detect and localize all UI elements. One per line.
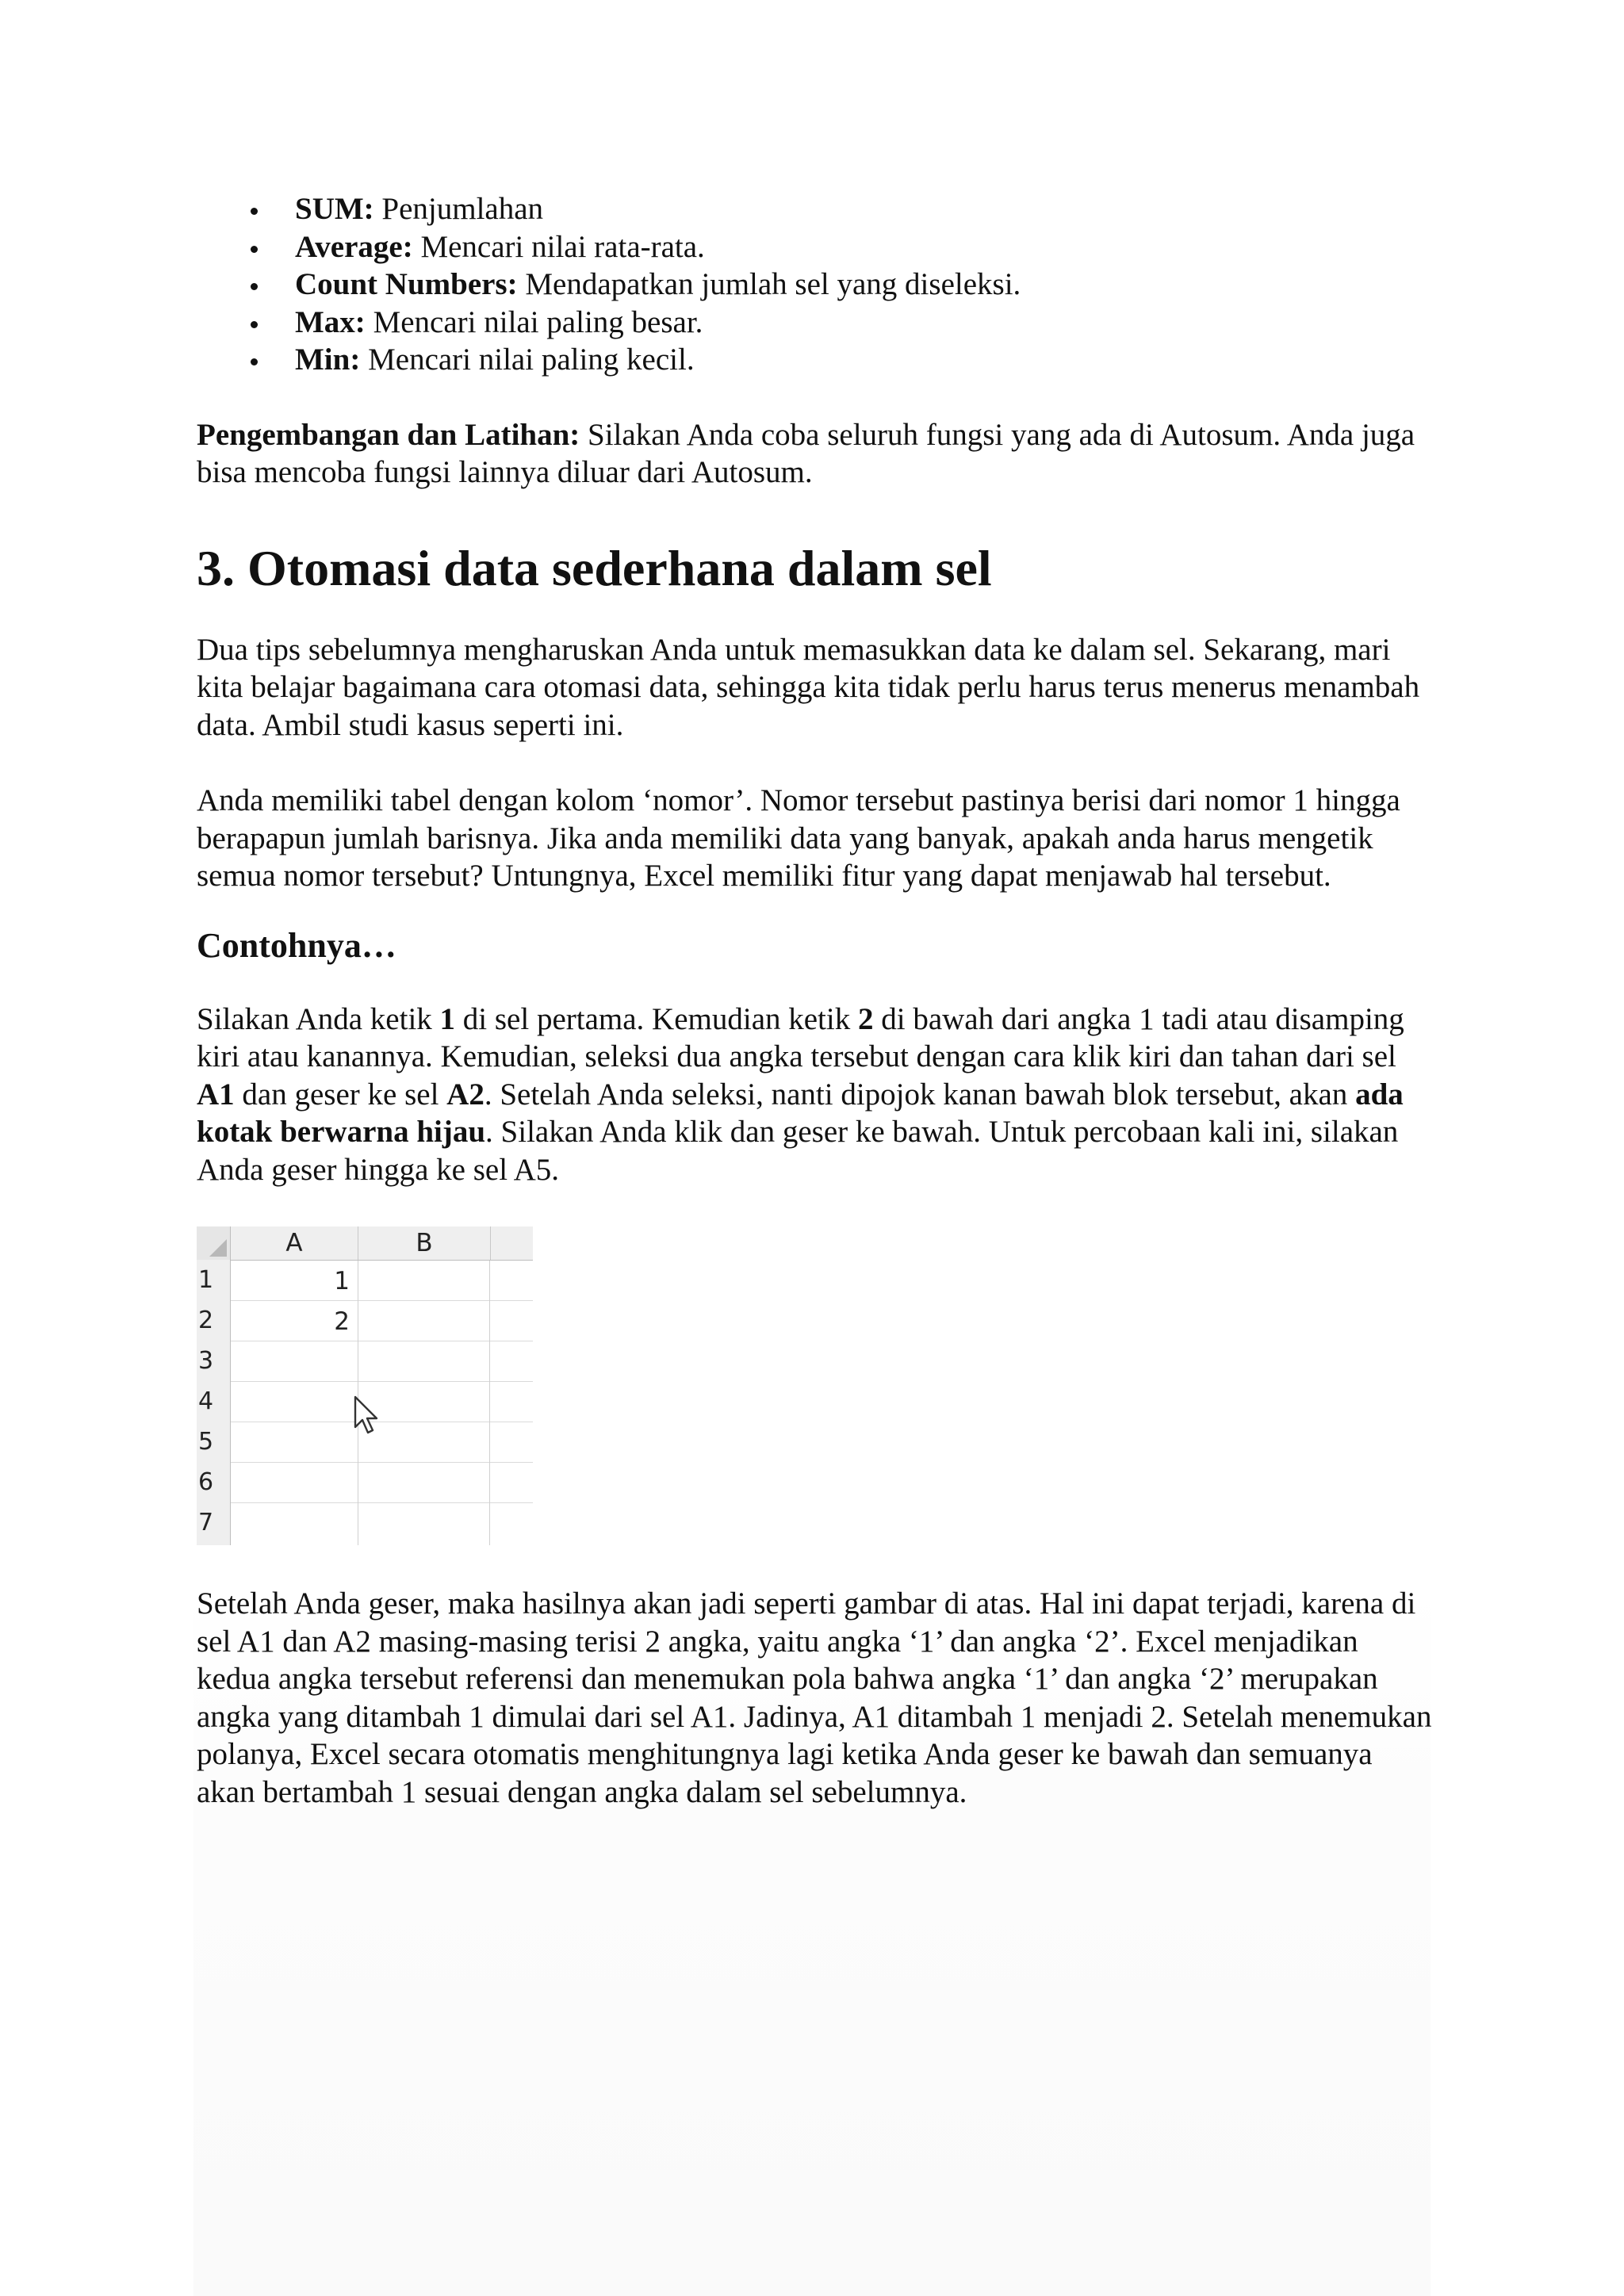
grid-line — [231, 1381, 533, 1382]
row-header[interactable]: 1 — [198, 1266, 214, 1295]
grid-line — [489, 1261, 490, 1545]
result-paragraph: Setelah Anda geser, maka hasilnya akan jadi seperti gambar di atas. Hal ini dapat terjadi, karena di sel A1 dan A2 masing-masing terisi 2 angka, yaitu angka ‘1’ dan angka ‘2’. Excel menjadikan kedua angka tersebut referensi dan menemukan pola bahwa angka ‘1’ dan angka ‘2’ merupakan angka yang ditambah 1 dimulai dari sel A1. Jadinya, A1 ditambah 1 menjadi 2. Setelah menemukan polanya, Excel secara otomatis menghitungnya lagi ketika Anda geser ke bawah dan semuanya akan bertambah 1 sesuai dengan angka dalam sel sebelumnya. — [197, 1586, 1432, 1809]
function-desc: Mencari nilai rata-rata. — [412, 229, 705, 264]
example-text: Silakan Anda ketik — [197, 1001, 440, 1036]
row-header[interactable]: 3 — [198, 1347, 214, 1376]
example-bold: A2 — [446, 1077, 485, 1112]
function-desc: Penjumlahan — [373, 192, 544, 226]
autosum-function-list — [197, 190, 1434, 379]
example-heading: Contohnya… — [197, 925, 396, 965]
intro-paragraph-2: Anda memiliki tabel dengan kolom ‘nomor’. Nomor tersebut pastinya berisi dari nomor 1 hingga berapapun jumlah barisnya. Jika anda memiliki data yang banyak, apakah anda harus mengetik semua nomor tersebut? Untungnya, Excel memiliki fitur yang dapat menjawab hal tersebut. — [197, 783, 1400, 894]
row-header[interactable]: 6 — [198, 1468, 214, 1497]
row-header-bar — [197, 1260, 231, 1545]
grid-line — [231, 1462, 533, 1463]
list-item — [295, 190, 1434, 228]
example-text: di sel pertama. Kemudian ketik — [455, 1001, 858, 1036]
function-desc: Mencari nilai paling kecil. — [360, 342, 695, 377]
list-item — [295, 341, 1434, 379]
example-text: . Silakan Anda klik dan geser ke bawah. Untuk percobaan kali ini, silakan Anda geser hingga ke sel A5. — [197, 1115, 1399, 1187]
example-text: . Setelah Anda seleksi, nanti dipojok kanan bawah blok tersebut, akan — [484, 1077, 1356, 1112]
select-all-triangle-icon — [209, 1239, 227, 1257]
column-header-a[interactable]: A — [231, 1226, 358, 1260]
list-item — [295, 266, 1434, 304]
document-content — [197, 190, 1434, 1811]
list-item — [295, 304, 1434, 342]
example-bold: ada kotak berwarna hijau — [197, 1077, 1404, 1150]
row-header[interactable]: 2 — [198, 1307, 214, 1335]
function-name: Min: — [295, 342, 361, 377]
function-name: Count Numbers: — [295, 267, 518, 301]
grid-line — [231, 1502, 533, 1503]
example-text: di bawah dari angka 1 tadi atau disamping kiri atau kanannya. Kemudian, seleksi dua angka tersebut dengan cara klik kiri dan tahan dari sel — [197, 1001, 1404, 1074]
cell-a1[interactable]: 1 — [334, 1267, 350, 1296]
function-name: Max: — [295, 304, 366, 339]
spreadsheet-screenshot — [197, 1226, 533, 1545]
cell-a2[interactable]: 2 — [334, 1307, 350, 1337]
mouse-pointer-icon — [354, 1395, 381, 1435]
example-bold: 1 — [439, 1001, 456, 1036]
example-text: dan geser ke sel — [234, 1077, 447, 1112]
function-desc: Mencari nilai paling besar. — [365, 304, 703, 339]
row-header[interactable]: 4 — [198, 1387, 214, 1416]
row-header[interactable]: 7 — [198, 1509, 214, 1537]
example-paragraph — [197, 1001, 1434, 1189]
example-bold: 2 — [857, 1001, 874, 1036]
row-header[interactable]: 5 — [198, 1428, 214, 1456]
function-name: Average: — [295, 229, 413, 264]
function-desc: Mendapatkan jumlah sel yang diseleksi. — [517, 267, 1021, 301]
development-text: Silakan Anda coba seluruh fungsi yang ada di Autosum. Anda juga bisa mencoba fungsi lainnya diluar dari Autosum. — [197, 417, 1415, 489]
development-label: Pengembangan dan Latihan: — [197, 417, 580, 452]
function-name: SUM: — [295, 192, 374, 226]
column-header-b[interactable]: B — [358, 1226, 491, 1260]
cell-grid[interactable] — [231, 1261, 533, 1545]
development-paragraph — [197, 416, 1434, 492]
example-bold: A1 — [197, 1077, 235, 1112]
select-all-corner[interactable] — [197, 1226, 231, 1260]
intro-paragraph-1: Dua tips sebelumnya mengharuskan Anda untuk memasukkan data ke dalam sel. Sekarang, mari kita belajar bagaimana cara otomasi data, sehingga kita tidak perlu harus terus menerus menambah data. Ambil studi kasus seperti ini. — [197, 632, 1420, 742]
section-title: 3. Otomasi data sederhana dalam sel — [197, 539, 992, 596]
list-item — [295, 228, 1434, 266]
